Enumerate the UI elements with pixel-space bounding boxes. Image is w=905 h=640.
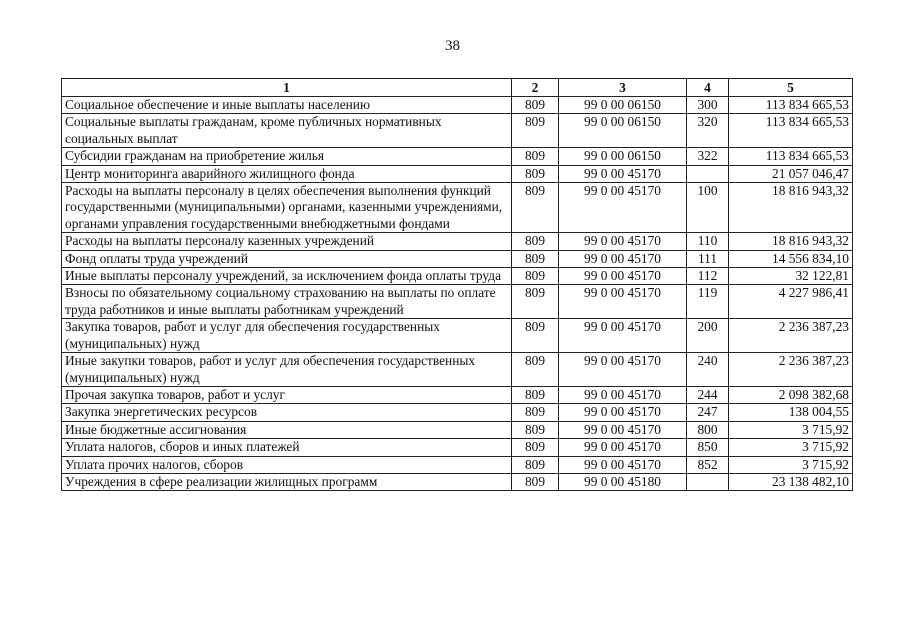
cell-amount: 4 227 986,41 — [729, 285, 853, 319]
cell-department: 809 — [512, 439, 559, 456]
cell-expense-type: 111 — [687, 250, 729, 267]
cell-expense-type: 112 — [687, 268, 729, 285]
cell-expense-type: 852 — [687, 456, 729, 473]
cell-amount: 23 138 482,10 — [729, 473, 853, 490]
cell-department: 809 — [512, 233, 559, 250]
cell-department: 809 — [512, 268, 559, 285]
cell-expense-type: 240 — [687, 353, 729, 387]
cell-expense-type: 850 — [687, 439, 729, 456]
cell-department: 809 — [512, 114, 559, 148]
cell-expense-type: 110 — [687, 233, 729, 250]
cell-department: 809 — [512, 183, 559, 233]
cell-expense-type: 322 — [687, 148, 729, 165]
table-row — [62, 183, 853, 233]
cell-target-article: 99 0 00 45170 — [559, 233, 687, 250]
cell-name: Иные бюджетные ассигнования — [62, 421, 512, 438]
table-row — [62, 439, 853, 456]
cell-expense-type: 300 — [687, 97, 729, 114]
cell-name: Расходы на выплаты персоналу казенных учреждений — [62, 233, 512, 250]
table-row — [62, 114, 853, 148]
cell-name: Центр мониторинга аварийного жилищного фонда — [62, 165, 512, 182]
cell-name: Уплата налогов, сборов и иных платежей — [62, 439, 512, 456]
table-row — [62, 421, 853, 438]
cell-department: 809 — [512, 353, 559, 387]
column-header-department: 2 — [512, 79, 559, 97]
cell-name: Прочая закупка товаров, работ и услуг — [62, 386, 512, 403]
table-row — [62, 353, 853, 387]
table-row — [62, 285, 853, 319]
cell-amount: 18 816 943,32 — [729, 183, 853, 233]
cell-expense-type: 800 — [687, 421, 729, 438]
cell-department: 809 — [512, 456, 559, 473]
budget-table — [61, 78, 853, 491]
cell-target-article: 99 0 00 45170 — [559, 439, 687, 456]
cell-expense-type: 247 — [687, 404, 729, 421]
cell-name: Социальные выплаты гражданам, кроме публичных нормативных социальных выплат — [62, 114, 512, 148]
cell-target-article: 99 0 00 45170 — [559, 319, 687, 353]
table-row — [62, 404, 853, 421]
cell-target-article: 99 0 00 45170 — [559, 456, 687, 473]
table-row — [62, 473, 853, 490]
cell-amount: 18 816 943,32 — [729, 233, 853, 250]
cell-target-article: 99 0 00 45170 — [559, 250, 687, 267]
cell-name: Учреждения в сфере реализации жилищных программ — [62, 473, 512, 490]
cell-name: Фонд оплаты труда учреждений — [62, 250, 512, 267]
cell-expense-type: 244 — [687, 386, 729, 403]
cell-target-article: 99 0 00 45170 — [559, 421, 687, 438]
cell-department: 809 — [512, 148, 559, 165]
cell-target-article: 99 0 00 45170 — [559, 386, 687, 403]
column-header-amount: 5 — [729, 79, 853, 97]
cell-target-article: 99 0 00 45170 — [559, 404, 687, 421]
table-row — [62, 148, 853, 165]
cell-target-article: 99 0 00 45170 — [559, 285, 687, 319]
table-row — [62, 386, 853, 403]
cell-amount: 3 715,92 — [729, 421, 853, 438]
cell-name: Взносы по обязательному социальному страхованию на выплаты по оплате труда работников и иные выплаты работникам учреждений — [62, 285, 512, 319]
table-row — [62, 233, 853, 250]
column-header-name: 1 — [62, 79, 512, 97]
column-header-target-article: 3 — [559, 79, 687, 97]
cell-amount: 113 834 665,53 — [729, 114, 853, 148]
cell-amount: 14 556 834,10 — [729, 250, 853, 267]
cell-amount: 113 834 665,53 — [729, 97, 853, 114]
cell-target-article: 99 0 00 45180 — [559, 473, 687, 490]
cell-amount: 21 057 046,47 — [729, 165, 853, 182]
cell-department: 809 — [512, 421, 559, 438]
table-row — [62, 97, 853, 114]
cell-target-article: 99 0 00 06150 — [559, 148, 687, 165]
cell-name: Субсидии гражданам на приобретение жилья — [62, 148, 512, 165]
cell-name: Социальное обеспечение и иные выплаты населению — [62, 97, 512, 114]
cell-department: 809 — [512, 97, 559, 114]
cell-name: Закупка энергетических ресурсов — [62, 404, 512, 421]
cell-department: 809 — [512, 319, 559, 353]
cell-amount: 3 715,92 — [729, 456, 853, 473]
table-header-row — [62, 79, 853, 97]
cell-amount: 3 715,92 — [729, 439, 853, 456]
cell-name: Закупка товаров, работ и услуг для обеспечения государственных (муниципальных) нужд — [62, 319, 512, 353]
cell-name: Иные закупки товаров, работ и услуг для обеспечения государственных (муниципальных) нужд — [62, 353, 512, 387]
cell-amount: 138 004,55 — [729, 404, 853, 421]
cell-expense-type: 200 — [687, 319, 729, 353]
cell-name: Расходы на выплаты персоналу в целях обеспечения выполнения функций государственными (муниципальными) органами, казенными учреждениями, органами управления государственными внебюджетными фондами — [62, 183, 512, 233]
table-row — [62, 250, 853, 267]
cell-target-article: 99 0 00 06150 — [559, 97, 687, 114]
cell-amount: 32 122,81 — [729, 268, 853, 285]
cell-target-article: 99 0 00 45170 — [559, 353, 687, 387]
cell-department: 809 — [512, 250, 559, 267]
cell-amount: 2 236 387,23 — [729, 319, 853, 353]
cell-department: 809 — [512, 473, 559, 490]
table-row — [62, 456, 853, 473]
cell-expense-type: 100 — [687, 183, 729, 233]
cell-expense-type: 320 — [687, 114, 729, 148]
cell-amount: 2 236 387,23 — [729, 353, 853, 387]
cell-amount: 113 834 665,53 — [729, 148, 853, 165]
cell-department: 809 — [512, 165, 559, 182]
cell-department: 809 — [512, 404, 559, 421]
cell-expense-type — [687, 165, 729, 182]
page-number: 38 — [445, 38, 460, 54]
table-row — [62, 319, 853, 353]
cell-target-article: 99 0 00 06150 — [559, 114, 687, 148]
cell-target-article: 99 0 00 45170 — [559, 268, 687, 285]
column-header-expense-type: 4 — [687, 79, 729, 97]
cell-expense-type: 119 — [687, 285, 729, 319]
table-row — [62, 165, 853, 182]
cell-expense-type — [687, 473, 729, 490]
cell-target-article: 99 0 00 45170 — [559, 183, 687, 233]
cell-department: 809 — [512, 386, 559, 403]
cell-amount: 2 098 382,68 — [729, 386, 853, 403]
cell-name: Иные выплаты персоналу учреждений, за исключением фонда оплаты труда — [62, 268, 512, 285]
cell-department: 809 — [512, 285, 559, 319]
table-row — [62, 268, 853, 285]
cell-target-article: 99 0 00 45170 — [559, 165, 687, 182]
cell-name: Уплата прочих налогов, сборов — [62, 456, 512, 473]
